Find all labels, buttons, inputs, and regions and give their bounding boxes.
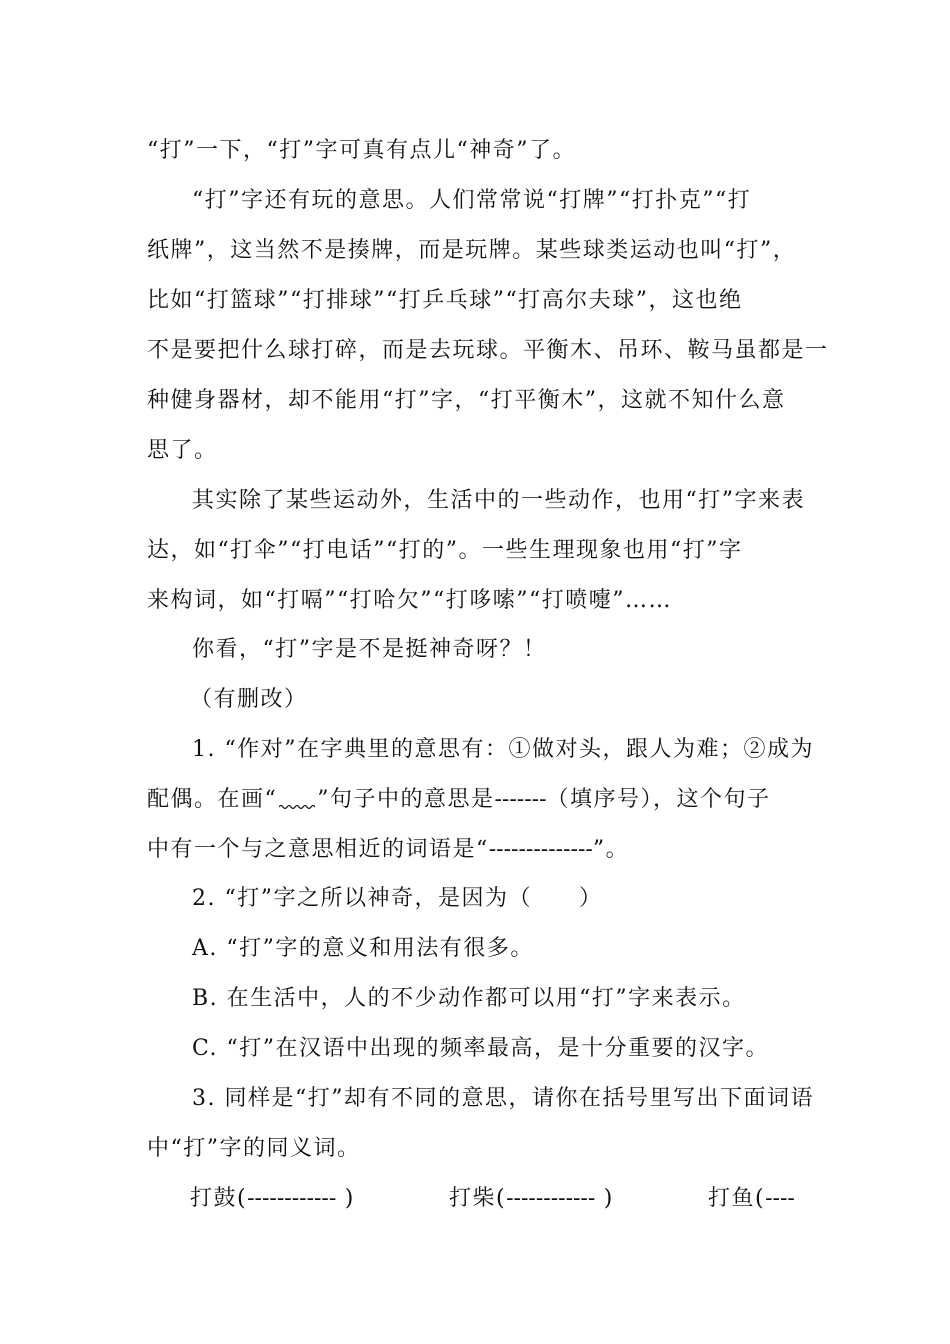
question-3-line-1: 3. 同样是“打”却有不同的意思，请你在括号里写出下面词语 [192, 1086, 814, 1111]
passage-line: 思了。 [147, 438, 218, 463]
question-2-option-a[interactable]: A. “打”字的意义和用法有很多。 [192, 936, 534, 961]
passage-line: 不是要把什么球打碎，而是去玩球。平衡木、吊环、鞍马虽都是一 [147, 338, 829, 363]
answer-blank-long[interactable]: -------------- [488, 837, 593, 862]
passage-line: 种健身器材，却不能用“打”字，“打平衡木”，这就不知什么意 [147, 388, 786, 413]
question-3-item [190, 1185, 355, 1213]
question-2-stem: 2. “打”字之所以神奇，是因为（ ） [192, 886, 603, 911]
passage-paragraph-start: 其实除了某些运动外，生活中的一些动作，也用“打”字来表 [192, 488, 805, 513]
passage-paragraph-start: 你看，“打”字是不是挺神奇呀？！ [192, 637, 547, 662]
question-1-text: 中有一个与之意思相近的词语是“ [147, 837, 489, 862]
answer-blank[interactable]: ------------ [247, 1186, 337, 1211]
answer-blank-short[interactable]: ------- [494, 787, 547, 812]
question-1-text: ”句子中的意思是 [317, 787, 495, 812]
question-3-word: 打柴( [449, 1186, 507, 1211]
question-3-word: 打鼓( [190, 1186, 248, 1211]
question-1-line-3 [147, 836, 629, 864]
answer-blank[interactable]: ------------ [506, 1186, 596, 1211]
question-3-item [449, 1185, 614, 1213]
passage-line: 纸牌”，这当然不是揍牌，而是玩牌。某些球类运动也叫“打”， [147, 238, 797, 263]
question-3-word: 打鱼( [708, 1186, 766, 1211]
passage-line: “打”一下，“打”字可真有点儿“神奇”了。 [147, 138, 576, 163]
passage-paragraph-start: “打”字还有玩的意思。人们常常说“打牌”“打扑克”“打 [192, 188, 752, 213]
question-1-line-2 [147, 786, 771, 814]
source-note: （有删改） [190, 687, 308, 712]
question-1-text: （填序号），这个句子 [546, 787, 771, 812]
wavy-underline-mark [277, 786, 317, 814]
passage-line: 来构词，如“打嗝”“打哈欠”“打哆嗦”“打喷嚏”…… [147, 588, 672, 613]
question-3-close: ) [595, 1186, 614, 1211]
question-3-close: ) [336, 1186, 355, 1211]
question-1-text: ”。 [592, 837, 630, 862]
passage-line: 达，如“打伞”“打电话”“打的”。一些生理现象也用“打”字 [147, 538, 743, 563]
question-1-text: 配偶。在画“ [147, 787, 278, 812]
question-3-item [708, 1185, 795, 1213]
question-1-line-1: 1. “作对”在字典里的意思有：①做对头，跟人为难；②成为 [192, 737, 814, 762]
question-3-line-2: 中“打”字的同义词。 [147, 1136, 361, 1161]
question-2-option-b[interactable]: B. 在生活中，人的不少动作都可以用“打”字来表示。 [192, 986, 746, 1011]
answer-blank[interactable]: ---- [765, 1186, 795, 1211]
passage-line: 比如“打篮球”“打排球”“打乒乓球”“打高尔夫球”，这也绝 [147, 288, 743, 313]
question-2-option-c[interactable]: C. “打”在汉语中出现的频率最高，是十分重要的汉字。 [192, 1036, 770, 1061]
